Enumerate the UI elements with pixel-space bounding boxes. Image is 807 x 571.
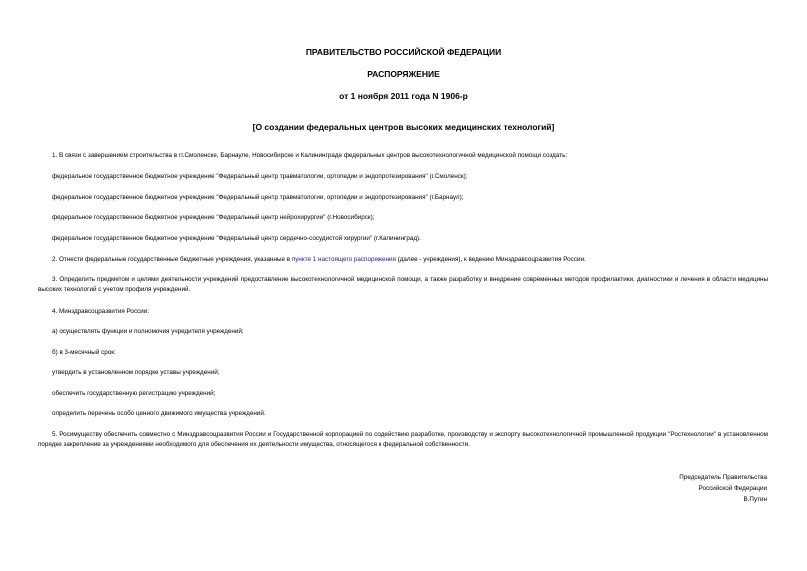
paragraph-4b-item: обеспечить государственную регистрацию учреждений; — [52, 390, 216, 397]
signature-title: Председатель Правительства — [679, 474, 767, 481]
signature-block — [679, 472, 767, 505]
paragraph-1-item: федеральное государственное бюджетное учреждение "Федеральный центр травматологии, ортопедии и эндопротезирования" (г.Барнаул); — [52, 194, 464, 201]
paragraph-4b-item: определить перечень особо ценного движимого имущества учреждений. — [52, 410, 266, 417]
paragraph-4: 4. Минздравсоцразвития России: — [52, 308, 150, 315]
document-date-number: от 1 ноября 2011 года N 1906-р — [339, 91, 468, 101]
paragraph-1-item: федеральное государственное бюджетное учреждение "Федеральный центр нейрохирургии" (г.Новосибирск); — [52, 214, 375, 221]
paragraph-4b: б) в 3-месячный срок: — [52, 349, 116, 356]
paragraph-3: 3. Определить предметом и целями деятельности учреждений предоставление высокотехнологичной медицинской помощи, а также разработку и внедрение современных методов профилактики, диагностики и лечения в области медицины высоких технологий с учетом профиля учреждений. — [38, 276, 768, 293]
government-heading: ПРАВИТЕЛЬСТВО РОССИЙСКОЙ ФЕДЕРАЦИИ — [305, 47, 502, 57]
document-subject: [О создании федеральных центров высоких медицинских технологий] — [252, 122, 555, 132]
paragraph-5: 5. Росимуществу обеспечить совместно с Минздравсоцразвития России и Государственной корпорацией по содействию разработке, производству и экспорту высокотехнологичной промышленной продукции "Ростехнологии" в установленном порядке закрепление за учреждениями необходимого для обеспечения их деятельности имущества, относящегося к федеральной собственности. — [38, 431, 768, 448]
paragraph-1-item: федеральное государственное бюджетное учреждение "Федеральный центр сердечно-сосудистой хирургии" (г.Калининград). — [52, 235, 421, 242]
paragraph-1-reference-link[interactable]: пункте 1 настоящего распоряжения — [291, 256, 396, 263]
paragraph-1: 1. В связи с завершением строительства в гг.Смоленске, Барнауле, Новосибирске и Калининграде федеральных центров высокотехнологичной медицинской помощи создать: — [52, 152, 568, 159]
document-type: РАСПОРЯЖЕНИЕ — [367, 69, 440, 79]
paragraph-2 — [52, 255, 586, 265]
paragraph-2-text-start: 2. Отнести федеральные государственные бюджетные учреждения, указанные в — [52, 256, 292, 263]
paragraph-4a: а) осуществлять функции и полномочия учредителя учреждений; — [52, 328, 244, 335]
paragraph-4b-item: утвердить в установленном порядке уставы учреждений; — [52, 369, 220, 376]
paragraph-1-item: федеральное государственное бюджетное учреждение "Федеральный центр травматологии, ортопедии и эндопротезирования" (г.Смоленск); — [52, 173, 468, 180]
signature-country: Российской Федерации — [698, 485, 767, 492]
paragraph-2-text-end: (далее - учреждения), к ведению Минздравсоцразвития России. — [395, 256, 586, 263]
signature-name: В.Путин — [743, 496, 767, 503]
